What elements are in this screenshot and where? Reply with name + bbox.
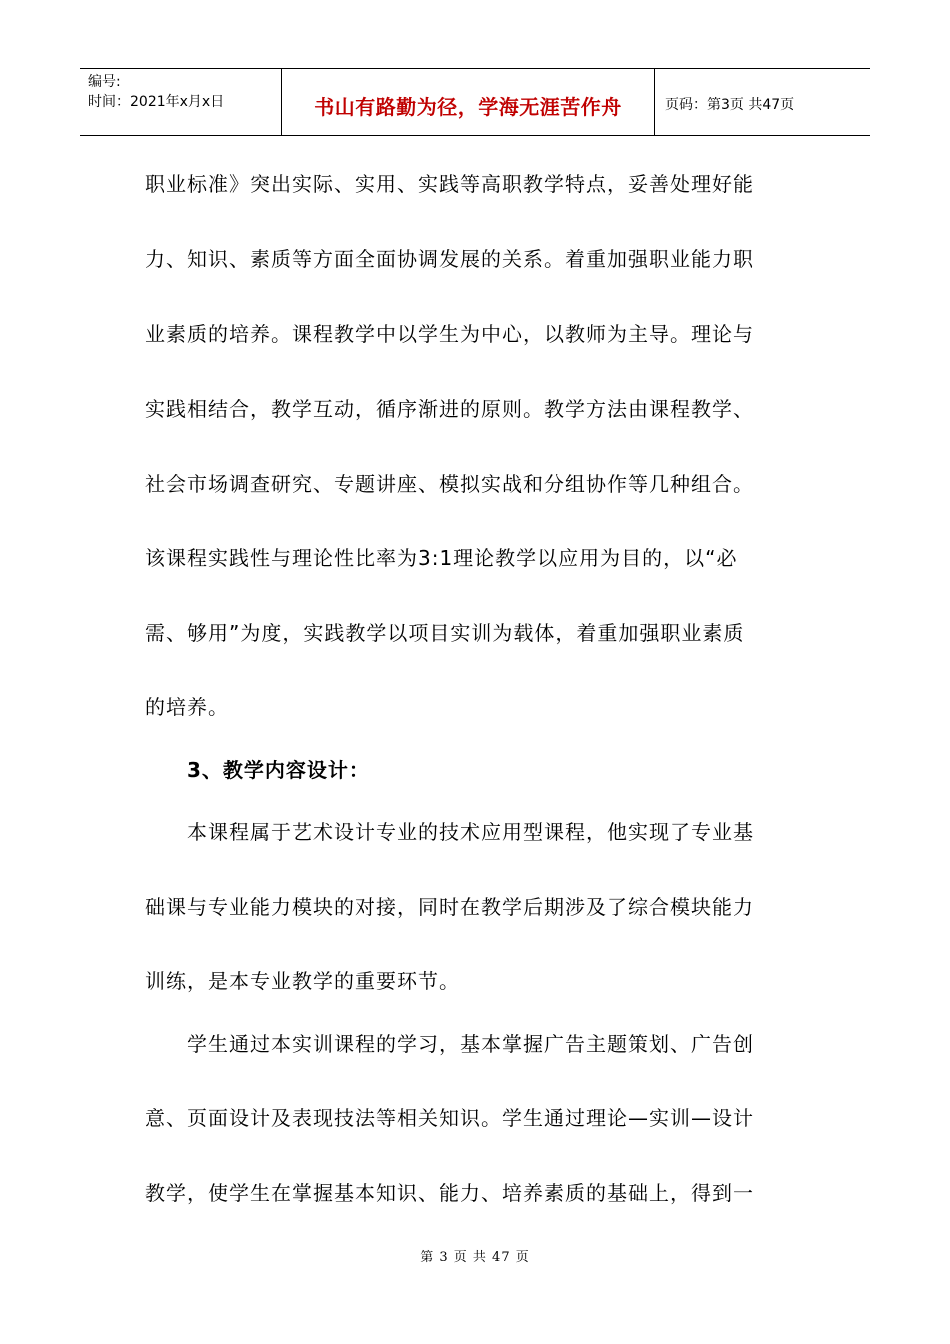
body-line: 的培养。 bbox=[145, 695, 229, 719]
document-header bbox=[80, 68, 870, 136]
header-meta-cell bbox=[80, 69, 282, 135]
body-line: 社会市场调查研究、专题讲座、模拟实战和分组协作等几种组合。 bbox=[145, 472, 754, 496]
body-line: 训练，是本专业教学的重要环节。 bbox=[145, 969, 460, 993]
body-line: 业素质的培养。课程教学中以学生为中心，以教师为主导。理论与 bbox=[145, 322, 754, 346]
section-heading: 3、教学内容设计： bbox=[187, 758, 370, 782]
body-line: 意、页面设计及表现技法等相关知识。学生通过理论—实训—设计 bbox=[145, 1106, 754, 1130]
body-line: 职业标准》突出实际、实用、实践等高职教学特点，妥善处理好能 bbox=[145, 172, 754, 196]
body-line: 本课程属于艺术设计专业的技术应用型课程，他实现了专业基 bbox=[187, 820, 754, 844]
body-line: 学生通过本实训课程的学习，基本掌握广告主题策划、广告创 bbox=[187, 1032, 754, 1056]
body-line: 该课程实践性与理论性比率为3:1理论教学以应用为目的，以“必 bbox=[145, 546, 738, 570]
number-label: 编号: bbox=[88, 74, 121, 90]
time-label: 时间：2021年x月x日 bbox=[88, 94, 225, 110]
body-line: 需、够用”为度，实践教学以项目实训为载体，着重加强职业素质 bbox=[145, 621, 745, 645]
body-line: 实践相结合，教学互动，循序渐进的原则。教学方法由课程教学、 bbox=[145, 397, 754, 421]
header-page-label: 页码：第3页 共47页 bbox=[665, 97, 795, 113]
body-line: 力、知识、素质等方面全面协调发展的关系。着重加强职业能力职 bbox=[145, 247, 754, 271]
page-footer: 第 3 页 共 47 页 bbox=[420, 1250, 530, 1265]
body-line: 础课与专业能力模块的对接，同时在教学后期涉及了综合模块能力 bbox=[145, 895, 754, 919]
header-motto: 书山有路勤为径，学海无涯苦作舟 bbox=[282, 69, 655, 135]
body-line: 教学，使学生在掌握基本知识、能力、培养素质的基础上，得到一 bbox=[145, 1181, 754, 1205]
